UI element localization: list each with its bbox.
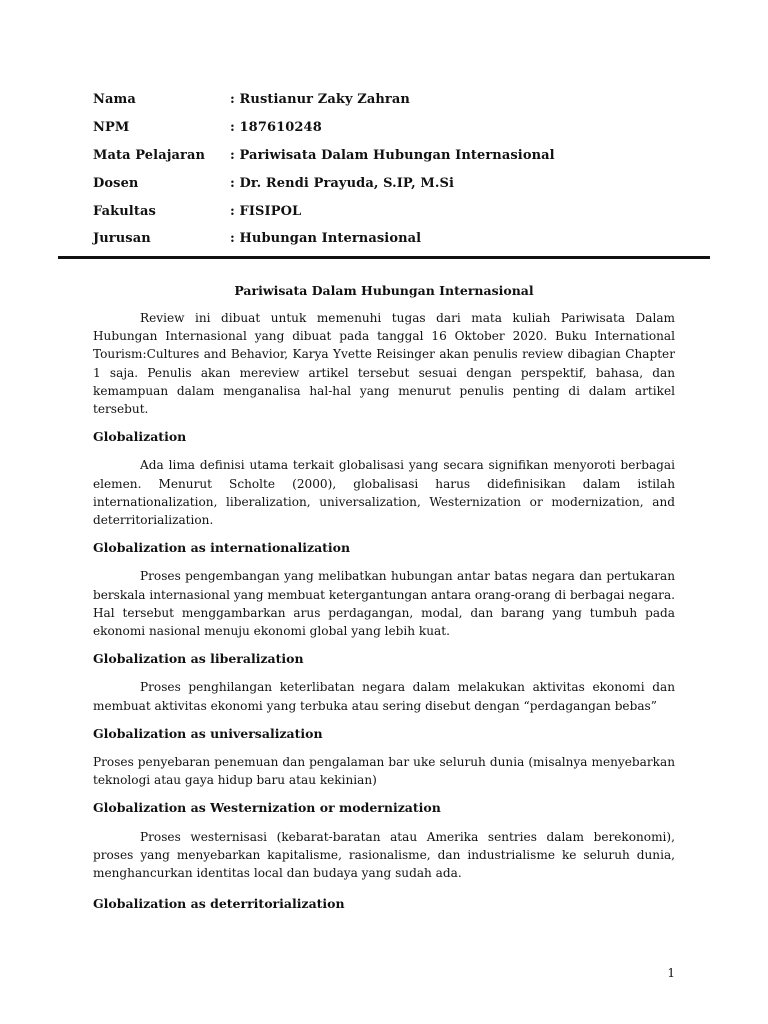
info-row-jurusan: [93, 225, 693, 253]
section-heading: Globalization as universalization: [93, 725, 323, 741]
info-value: : Pariwisata Dalam Hubungan Internasional: [230, 147, 555, 163]
info-value: : 187610248: [230, 120, 322, 136]
info-label: Fakultas: [93, 203, 156, 219]
info-label: Mata Pelajaran: [93, 147, 206, 163]
info-row-nama: [93, 86, 693, 114]
section-paragraph: Ada lima definisi utama terkait globalisasi yang secara signifikan menyoroti berbagai elemen. Menurut Scholte (2000), globalisasi harus didefinisikan dalam istilah internationalization, liberalization, universalization, Westernization or modernization, and deterritorialization.: [93, 458, 675, 528]
section-paragraph: Proses penyebaran penemuan dan pengalaman bar uke seluruh dunia (misalnya menyebarkan teknologi atau gaya hidup baru atau kekinian): [93, 755, 675, 788]
section-heading: Globalization as internationalization: [93, 540, 351, 556]
info-label: NPM: [93, 120, 130, 136]
info-row-npm: [93, 114, 693, 142]
section-heading: Globalization as Westernization or modernization: [93, 800, 441, 816]
info-label: Dosen: [93, 175, 139, 191]
section-paragraph: Proses westernisasi (kebarat-baratan atau Amerika sentries dalam berekonomi), proses yang menyebarkan kapitalisme, rasionalisme, dan industrialisme ke seluruh dunia, menghancurkan identitas local dan budaya yang sudah ada.: [93, 829, 675, 881]
info-value: : FISIPOL: [230, 203, 302, 219]
document-title: Pariwisata Dalam Hubungan Internasional: [234, 283, 534, 298]
page-number: 1: [667, 966, 675, 980]
info-label: Jurusan: [93, 231, 151, 247]
info-value: : Hubungan Internasional: [230, 231, 422, 247]
student-info-table: [93, 86, 693, 253]
info-value: : Rustianur Zaky Zahran: [230, 92, 410, 108]
section-heading: Globalization as liberalization: [93, 651, 304, 667]
info-label: Nama: [93, 92, 136, 108]
intro-paragraph: Review ini dibuat untuk memenuhi tugas dari mata kuliah Pariwisata Dalam Hubungan Internasional yang dibuat pada tanggal 16 Oktober 2020. Buku International Tourism:Cultures and Behavior, Karya Yvette Reisinger akan penulis review dibagian Chapter 1 saja. Penulis akan mereview artikel tersebut sesuai dengan perspektif, bahasa, dan kemampuan dalam menganalisa hal-hal yang menurut penulis penting di dalam artikel tersebut.: [93, 311, 675, 417]
document-body: [93, 309, 675, 913]
info-row-fakultas: [93, 197, 693, 225]
info-row-mata-pelajaran: [93, 142, 693, 170]
section-paragraph: Proses penghilangan keterlibatan negara dalam melakukan aktivitas ekonomi dan membuat aktivitas ekonomi yang terbuka atau sering disebut dengan “perdagangan bebas”: [93, 680, 675, 713]
header-divider: [58, 256, 710, 259]
section-heading: Globalization: [93, 429, 187, 445]
info-row-dosen: [93, 169, 693, 197]
section-paragraph: Proses pengembangan yang melibatkan hubungan antar batas negara dan pertukaran berskala internasional yang membuat ketergantungan antara orang-orang di berbagai negara. Hal tersebut menggambarkan arus perdagangan, modal, dan barang yang tumbuh pada ekonomi nasional menuju ekonomi global yang lebih kuat.: [93, 569, 675, 639]
section-heading: Globalization as deterritorialization: [93, 896, 345, 912]
info-value: : Dr. Rendi Prayuda, S.IP, M.Si: [230, 175, 455, 191]
